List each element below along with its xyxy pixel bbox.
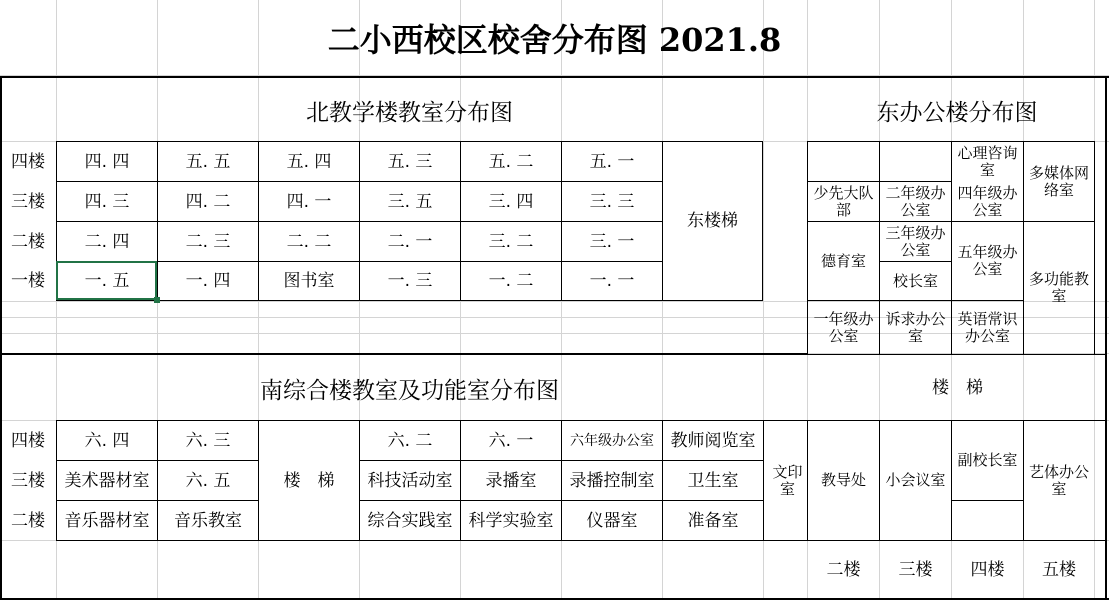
floor-label: 二楼: [826, 560, 861, 580]
room-cell[interactable]: 五. 二: [488, 151, 534, 172]
floor-label: 四楼: [970, 560, 1005, 580]
room-cell[interactable]: 六. 二: [387, 430, 433, 451]
room-cell[interactable]: 科学实验室: [468, 510, 554, 531]
room-cell[interactable]: 五年级办公室: [957, 243, 1018, 278]
room-cell[interactable]: 六. 五: [185, 470, 231, 491]
room-cell[interactable]: 卫生室: [687, 470, 739, 491]
room-cell[interactable]: 四年级办公室: [957, 183, 1018, 219]
room-cell[interactable]: 一. 四: [185, 271, 231, 291]
room-cell[interactable]: 一. 三: [387, 271, 433, 291]
north-heading: 北教学楼教室分布图: [306, 99, 513, 126]
room-cell[interactable]: 四. 二: [185, 191, 231, 212]
south-stair-cell[interactable]: 楼 梯: [283, 470, 335, 491]
east-stair-cell[interactable]: 东楼梯: [687, 211, 738, 231]
cell-selection: [56, 261, 157, 300]
room-cell[interactable]: 四. 三: [84, 191, 130, 212]
room-cell[interactable]: 音乐教室: [174, 510, 242, 531]
room-cell[interactable]: 美术器材室: [64, 470, 150, 491]
room-cell[interactable]: 三. 二: [488, 231, 534, 252]
room-cell[interactable]: 五. 一: [589, 151, 635, 172]
room-cell[interactable]: 二. 三: [185, 231, 231, 252]
south-heading: 南综合楼教室及功能室分布图: [260, 377, 559, 404]
room-cell[interactable]: 五. 五: [185, 151, 231, 172]
floor-label: 四楼: [11, 151, 45, 172]
room-cell[interactable]: 多功能教室: [1028, 270, 1089, 305]
room-cell[interactable]: 六. 一: [488, 430, 534, 451]
room-cell[interactable]: 校长室: [892, 271, 938, 290]
room-cell[interactable]: 科技活动室: [367, 470, 453, 491]
floor-label: 三楼: [898, 560, 933, 580]
room-cell[interactable]: 五. 四: [286, 151, 332, 172]
floor-label: 二楼: [11, 231, 45, 252]
page-title: 二小西校区校舍分布图 2021.8: [327, 21, 782, 59]
room-cell[interactable]: 一年级办公室: [813, 309, 874, 345]
room-cell[interactable]: 英语常识办公室: [957, 309, 1018, 345]
floor-label: 三楼: [11, 191, 45, 212]
room-cell[interactable]: 一. 二: [488, 271, 534, 291]
room-cell[interactable]: 小会议室: [885, 471, 946, 489]
room-cell[interactable]: 准备室: [687, 510, 739, 531]
room-cell[interactable]: 图书室: [283, 271, 335, 291]
floor-label: 五楼: [1042, 560, 1076, 580]
floor-label: 一楼: [11, 271, 45, 291]
room-cell[interactable]: 多媒体网络室: [1028, 163, 1089, 199]
room-cell[interactable]: 六. 四: [84, 430, 130, 451]
room-cell[interactable]: 四. 一: [286, 191, 332, 212]
room-cell[interactable]: 四. 四: [84, 151, 130, 172]
room-cell[interactable]: 三. 三: [589, 191, 635, 212]
room-cell[interactable]: 录播控制室: [569, 470, 655, 491]
room-cell[interactable]: 六. 三: [185, 430, 231, 451]
room-cell[interactable]: 文印室: [772, 462, 803, 498]
room-cell[interactable]: 二. 二: [286, 231, 332, 252]
room-cell[interactable]: 二. 一: [387, 231, 433, 252]
room-cell[interactable]: 五. 三: [387, 151, 433, 172]
room-cell[interactable]: 录播室: [485, 470, 537, 491]
room-cell[interactable]: 三年级办公室: [885, 223, 946, 259]
room-cell[interactable]: 诉求办公室: [885, 309, 946, 345]
room-cell[interactable]: 三. 四: [488, 191, 534, 212]
room-cell[interactable]: 综合实践室: [367, 510, 453, 531]
room-cell[interactable]: 一. 一: [589, 271, 635, 291]
east-stair-cell[interactable]: 楼 梯: [932, 377, 983, 398]
room-cell-selected[interactable]: 一. 五: [84, 271, 130, 291]
room-cell[interactable]: 德育室: [820, 251, 866, 270]
room-cell[interactable]: 三. 五: [387, 191, 433, 212]
room-cell[interactable]: 二年级办公室: [885, 183, 946, 219]
floor-label: 四楼: [11, 430, 45, 451]
room-cell[interactable]: 心理咨询室: [957, 143, 1018, 179]
room-cell[interactable]: 六年级办公室: [570, 432, 654, 449]
room-cell[interactable]: 二. 四: [84, 231, 130, 252]
room-cell[interactable]: 仪器室: [586, 510, 638, 531]
east-heading: 东办公楼分布图: [876, 99, 1038, 126]
floor-label: 二楼: [11, 510, 45, 531]
room-cell[interactable]: 教导处: [820, 471, 866, 489]
room-cell[interactable]: 音乐器材室: [64, 510, 150, 531]
room-cell[interactable]: 教师阅览室: [670, 430, 756, 451]
room-cell[interactable]: 少先大队部: [813, 183, 874, 219]
room-cell[interactable]: 艺体办公室: [1028, 462, 1089, 498]
floor-label: 三楼: [11, 470, 45, 491]
room-cell[interactable]: 三. 一: [589, 231, 635, 252]
fill-handle[interactable]: [154, 297, 160, 303]
room-cell[interactable]: 副校长室: [957, 451, 1018, 469]
